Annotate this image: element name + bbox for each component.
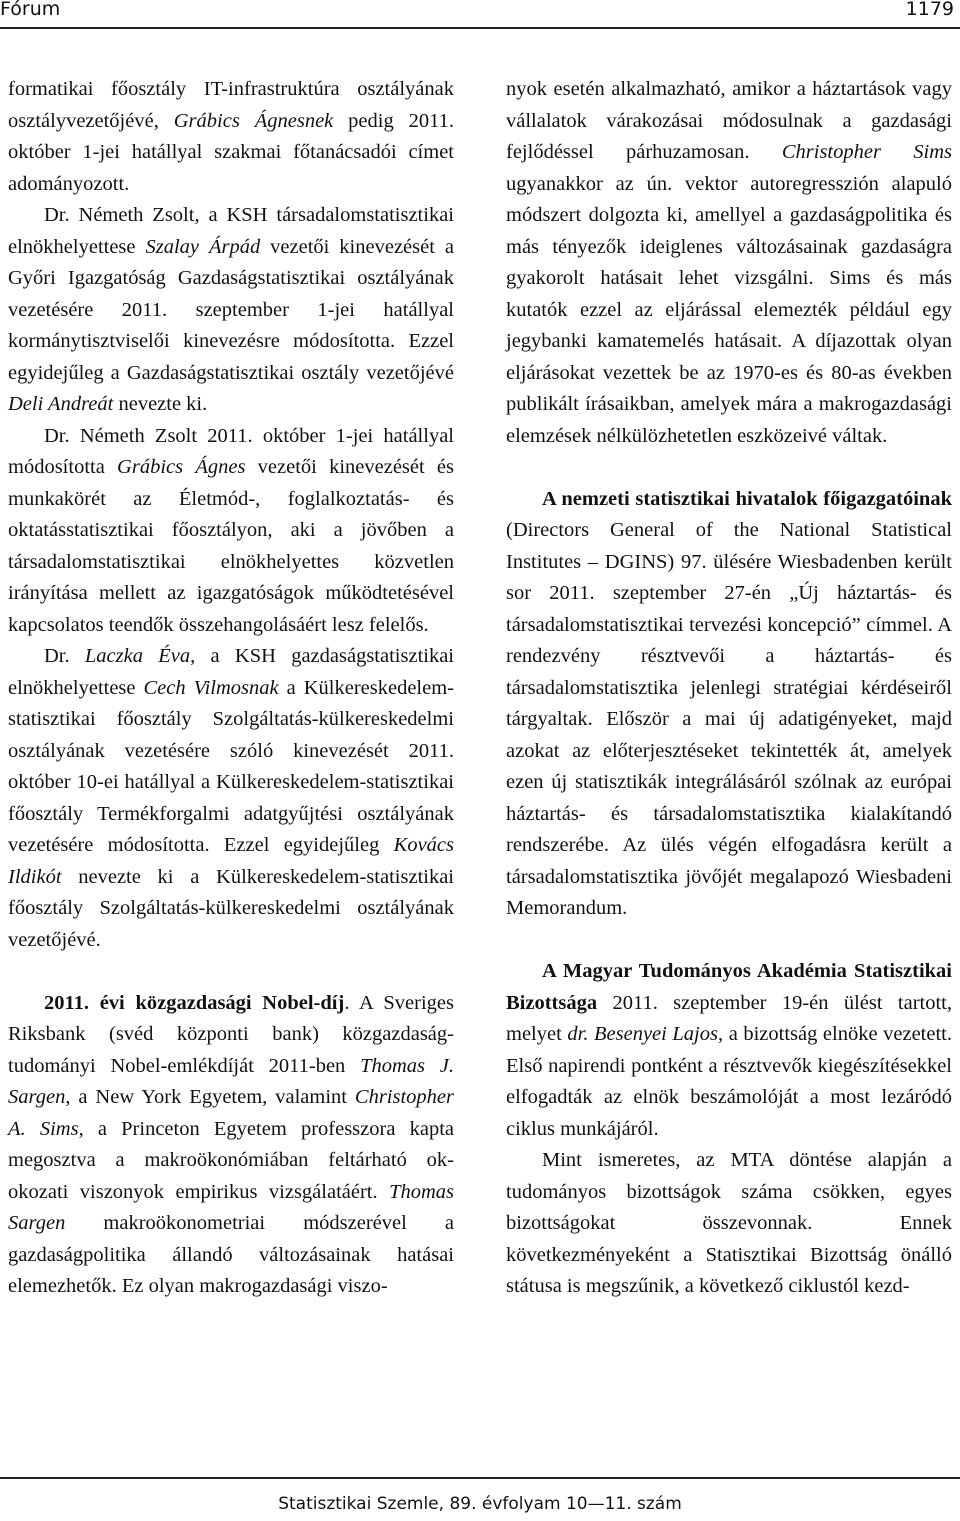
person-name: Grábics Ágnesnek bbox=[173, 109, 334, 132]
person-name: Deli Andreát bbox=[8, 393, 114, 415]
section-heading: 2011. évi közgazdasági Nobel-díj bbox=[44, 991, 345, 1014]
person-name: Christopher Sims bbox=[781, 141, 952, 163]
section-heading: A Magyar Tudományos Akadémia Statisztikai Bizottsága bbox=[506, 960, 952, 1014]
paragraph-szalay: Dr. Németh Zsolt, a KSH társadalomstatisztikai elnökhelyettese Szalay Árpád vezetői kinevezését a Győri Igazgatóság Gazdaságstatisztikai osztályának vezetésére 2011. szeptember 1-jei hatállyal kormánytisztviselői kinevezésre módosította. Ezzel egyidejűleg a Gazdaságstatisztikai osztály vezetőjévé Deli Andreát nevezte ki. bbox=[8, 204, 454, 415]
person-name: Cech Vilmosnak bbox=[143, 676, 279, 699]
paragraph-laczka: Dr. Laczka Éva, a KSH gazdaságstatisztikai elnökhelyettese Cech Vilmosnak a Külkereskedelem-statisztikai főosztály Szolgáltatás-külkereskedelmi osztályának vezetésére szóló kinevezését 2011. október 10-ei hatállyal a Külkereskedelem-statisztikai főosztály Termékforgalmi adatgyűjtési osztályának vezetésére módosította. Ezzel egyidejűleg Kovács Ildikót nevezte ki a Külkereskedelem-statisztikai főosztály Szolgáltatás-külkereskedelmi osztályának vezetőjévé. bbox=[8, 645, 454, 951]
paragraph-mta-committees: Mint ismeretes, az MTA döntése alapján a tudományos bizottságok száma csökken, egyes bizottságokat összevonnak. Ennek következményeként a Statisztikai Bizottság önálló státusa is megszűnik, a következő ciklustól kezd- bbox=[506, 1149, 952, 1297]
paragraph-grabics-ict: formatikai főosztály IT-infrastruktúra osztályának osztályvezetőjévé, Grábics Ágnesnek pedig 2011. október 1-jei hatállyal szakmai főtanácsadói címet adományozott. bbox=[8, 78, 454, 195]
running-footer: Statisztikai Szemle, 89. évfolyam 10—11. szám bbox=[278, 1494, 682, 1514]
person-name: Szalay Árpád bbox=[145, 235, 261, 258]
person-name: Christopher A. Sims bbox=[8, 1086, 454, 1140]
person-name: Grábics Ágnes bbox=[117, 456, 246, 478]
running-header bbox=[0, 0, 960, 28]
section-heading: A nemzeti statisztikai hivatalok főigazgatóinak bbox=[542, 487, 952, 510]
paragraph-dgins: A nemzeti statisztikai hivatalok főigazgatóinak (Directors General of the National Statistical Institutes – DGINS) 97. ülésére Wiesbadenben került sor 2011. szeptember 27-én „Új háztartás- és társadalomstatisztikai tervezési koncepció” címmel. A rendezvény résztvevői a háztartás- és társadalomstatisztika jelenlegi stratégiai kérdéseiről tárgyaltak. Először a mai új adatigényeket, majd azokat az előterjesztéseket tekintették át, amelyek ezen új statisztikák integrálásáról szólnak az európai háztartás- és társadalomstatisztika kialakítandó rendszerébe. Az ülés végén elfogadásra került a társadalomstatisztika jövőjét megalapozó Wiesbadeni Memorandum. bbox=[506, 487, 952, 919]
paragraph-grabics-eletmod: Dr. Németh Zsolt 2011. október 1-jei hatállyal módosította Grábics Ágnes vezetői kinevezését és munkakörét az Életmód-, foglalkoztatás- és oktatásstatisztikai főosztályon, aki a jövőben a társadalomstatisztikai elnökhelyettes közvetlen irányítása mellett az igazgatóságok működtetésével kapcsolatos teendők összehangolásáért lesz felelős. bbox=[8, 424, 454, 636]
person-name: Thomas Sargen bbox=[8, 1180, 454, 1234]
page-number: 1179 bbox=[905, 0, 954, 20]
person-name: Kovács Ildikót bbox=[8, 834, 454, 888]
section-title: Fórum bbox=[0, 0, 61, 20]
person-name: Thomas J. Sargen bbox=[8, 1054, 454, 1108]
right-column bbox=[506, 74, 952, 1303]
footer-rule bbox=[0, 1477, 960, 1479]
header-rule bbox=[0, 27, 960, 29]
paragraph-nobel: 2011. évi közgazdasági Nobel-díj. A Sveriges Riksbank (svéd központi bank) közgazdaság-tudományi Nobel-emlékdíját 2011-ben Thomas J. Sargen, a New York Egyetem, valamint Christopher A. Sims, a Princeton Egyetem professzora kapta megosztva a makroökonómiában feltárható ok-okozati viszonyok empirikus vizsgálatáért. Thomas Sargen makroökonometriai módszerével a gazdaságpolitika állandó változásainak hatásai elemezhetők. Ez olyan makrogazdasági viszo- bbox=[8, 991, 455, 1297]
left-column bbox=[8, 74, 454, 1303]
person-name: dr. Besenyei Lajos bbox=[567, 1023, 718, 1045]
person-name: Laczka Éva bbox=[84, 645, 191, 667]
paragraph-nobel-continued: nyok esetén alkalmazható, amikor a háztartások vagy vállalatok várakozásai módosulnak a gazdasági fejlődéssel párhuzamosan. Christopher Sims ugyanakkor az ún. vektor autoregresszión alapuló módszert dolgozta ki, amellyel a gazdaságpolitika és más tényezők ideiglenes változásainak gazdaságra gyakorolt hatásait lehet vizsgálni. Sims és más kutatók ezzel az eljárással elemezték például egy jegybanki kamatemelés hatásait. A díjazottak olyan eljárásokat vezettek be az 1970-es és 80-as években publikált írásaikban, amelyek mára a makrogazdasági elemzések nélkülözhetetlen eszközeivé váltak. bbox=[506, 78, 952, 447]
paragraph-mta: A Magyar Tudományos Akadémia Statisztikai Bizottsága 2011. szeptember 19-én ülést tartott, melyet dr. Besenyei Lajos, a bizottság elnöke vezetett. Első napirendi pontként a résztvevők kiegészítésekkel elfogadták az elnök beszámolóját a most lezáródó ciklus munkájáról. bbox=[506, 960, 952, 1140]
